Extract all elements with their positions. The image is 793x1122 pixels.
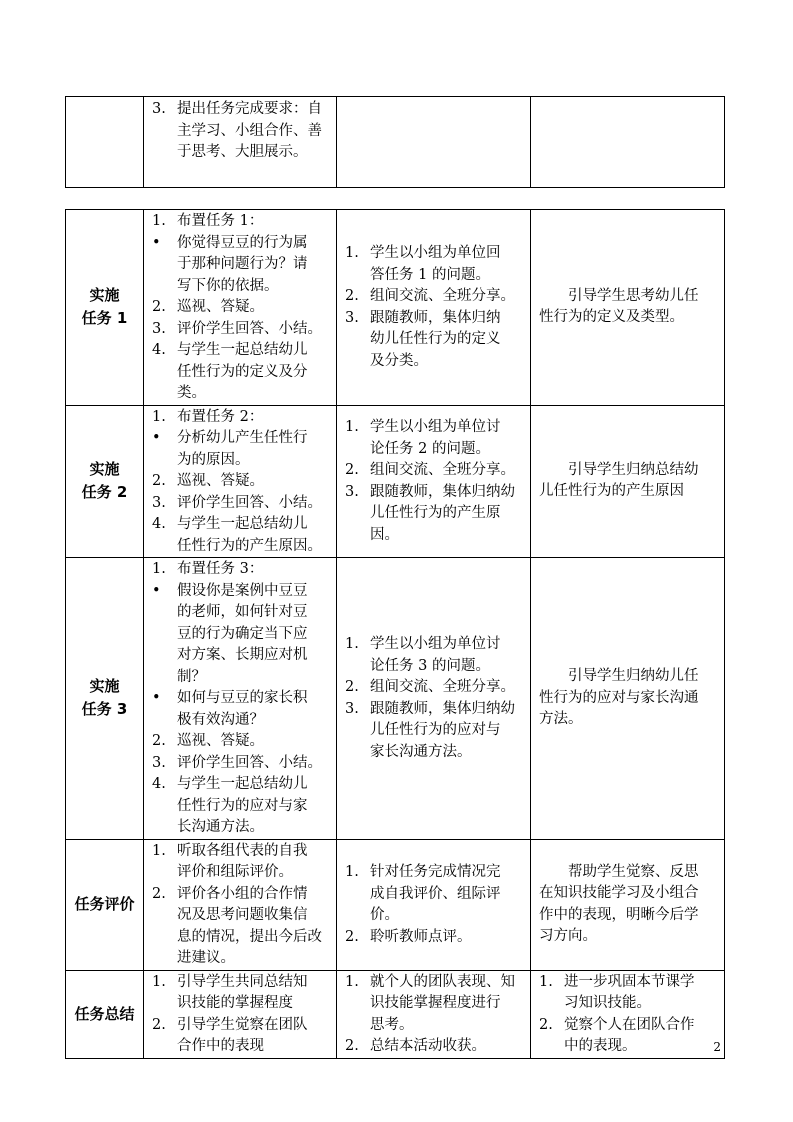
top-teacher-cell <box>144 97 337 188</box>
student-activity-list <box>345 417 526 546</box>
list-item <box>152 319 332 341</box>
teacher-activity-cell <box>144 839 337 970</box>
item-text: 跟随教师，集体归纳幼 儿任性行为的应对与 家长沟通方法。 <box>370 700 515 760</box>
list-item <box>152 731 332 753</box>
list-item <box>345 699 526 764</box>
list-item <box>345 634 526 677</box>
item-number: 1. <box>152 408 166 425</box>
page-number: 2 <box>713 1040 721 1054</box>
top-teacher-list <box>152 99 332 164</box>
item-text: 布置任务 1： <box>177 213 264 229</box>
item-text: 就个人的团队表现、知 识技能掌握程度进行 思考。 <box>370 973 515 1033</box>
list-item <box>152 688 332 731</box>
row-label: 任务评价 <box>66 839 144 970</box>
list-item <box>152 753 332 775</box>
item-number: • <box>152 430 161 446</box>
design-intent-cell <box>531 839 725 970</box>
design-intent-list <box>539 972 720 1058</box>
design-intent-text: 帮助学生觉察、反思 在知识技能学习及小组合 作中的表现，明晰今后学 习方向。 <box>539 863 699 944</box>
teacher-activity-cell <box>144 970 337 1058</box>
list-item <box>152 774 332 839</box>
row-label: 任务总结 <box>66 970 144 1058</box>
item-number: 3. <box>152 754 166 771</box>
list-item <box>345 243 526 286</box>
item-number: 1. <box>345 973 359 990</box>
item-number: 2. <box>345 679 359 696</box>
list-item <box>539 1015 720 1058</box>
item-number: 3. <box>345 309 359 326</box>
list-item <box>152 340 332 405</box>
item-text: 巡视、答疑。 <box>177 733 264 749</box>
list-item <box>152 581 332 689</box>
item-text: 提出任务完成要求：自 主学习、小组合作、善 于思考、大胆展示。 <box>177 101 322 160</box>
list-item <box>152 841 332 884</box>
list-item <box>345 308 526 373</box>
item-number: 3. <box>152 101 166 117</box>
table-row <box>66 839 725 970</box>
item-number: 3. <box>152 494 166 511</box>
list-item <box>345 1036 526 1058</box>
item-number: 4. <box>152 342 166 358</box>
item-text: 评价学生回答、小结。 <box>177 494 322 511</box>
item-text: 布置任务 2： <box>177 408 264 425</box>
table-row <box>66 970 725 1058</box>
item-number: 3. <box>152 320 166 337</box>
teacher-activity-list <box>152 211 332 405</box>
item-text: 与学生一起总结幼儿 任性行为的产生原因。 <box>177 516 322 554</box>
item-text: 与学生一起总结幼儿 任性行为的定义及分 类。 <box>177 342 308 401</box>
item-number: 1. <box>345 636 359 653</box>
teacher-activity-cell <box>144 210 337 406</box>
design-intent-text: 引导学生归纳幼儿任 性行为的应对与家长沟通 方法。 <box>539 668 699 727</box>
item-text: 评价各小组的合作情 况及思考问题收集信 息的情况，提出今后改 进建议。 <box>177 885 322 966</box>
student-activity-list <box>345 243 526 372</box>
student-activity-list <box>345 634 526 763</box>
item-number: 1. <box>539 973 553 990</box>
item-number: 2. <box>152 733 166 749</box>
item-number: 3. <box>345 700 359 717</box>
item-number: 2. <box>345 462 359 479</box>
list-item <box>152 407 332 429</box>
list-item <box>345 460 526 482</box>
table-row <box>66 210 725 406</box>
list-item <box>152 211 332 233</box>
row-label: 实施 任务 3 <box>66 558 144 840</box>
item-text: 听取各组代表的自我 评价和组际评价。 <box>177 842 308 880</box>
design-intent-cell <box>531 405 725 558</box>
student-activity-cell <box>337 970 531 1058</box>
item-number: 2. <box>152 885 166 902</box>
item-number: • <box>152 690 161 706</box>
item-number: 1. <box>345 419 359 436</box>
item-text: 组间交流、全班分享。 <box>370 288 515 305</box>
teacher-activity-cell <box>144 558 337 840</box>
item-number: 1. <box>345 864 359 880</box>
item-number: 2. <box>345 1038 359 1054</box>
list-item <box>345 417 526 460</box>
item-text: 假设你是案例中豆豆 的老师，如何针对豆 豆的行为确定当下应 对方案、长期应对机 制？ <box>177 582 308 685</box>
item-number: 2. <box>152 1016 166 1033</box>
teacher-activity-cell <box>144 405 337 558</box>
list-item <box>152 493 332 515</box>
list-item <box>152 428 332 471</box>
list-item <box>152 471 332 493</box>
item-number: 1. <box>152 973 166 990</box>
list-item <box>152 297 332 319</box>
list-item <box>345 862 526 927</box>
item-number: 2. <box>345 928 359 945</box>
list-item <box>345 677 526 699</box>
item-number: 4. <box>152 776 166 792</box>
design-intent-cell <box>531 210 725 406</box>
item-text: 评价学生回答、小结。 <box>177 320 322 337</box>
item-number: 1. <box>152 842 166 859</box>
list-item <box>152 514 332 557</box>
student-activity-list <box>345 862 526 948</box>
item-text: 布置任务 3： <box>177 561 264 577</box>
item-text: 分析幼儿产生任性行 为的原因。 <box>177 430 308 468</box>
student-activity-list <box>345 972 526 1058</box>
top-design-cell <box>531 97 725 188</box>
item-number: 1. <box>345 245 359 262</box>
teacher-activity-list <box>152 972 332 1058</box>
table-row <box>66 405 725 558</box>
item-number: 3. <box>345 483 359 500</box>
row-label: 实施 任务 1 <box>66 210 144 406</box>
item-text: 你觉得豆豆的行为属 于那种问题行为？请 写下你的依据。 <box>177 234 308 294</box>
item-text: 学生以小组为单位讨 论任务 3 的问题。 <box>370 636 501 674</box>
student-activity-cell <box>337 210 531 406</box>
item-number: 4. <box>152 516 166 532</box>
item-number: • <box>152 582 161 599</box>
item-text: 引导学生觉察在团队 合作中的表现 <box>177 1016 308 1054</box>
design-intent-cell <box>531 970 725 1058</box>
list-item <box>152 1015 332 1058</box>
list-item <box>539 972 720 1015</box>
item-text: 聆听教师点评。 <box>370 928 472 945</box>
student-activity-cell <box>337 839 531 970</box>
item-text: 跟随教师，集体归纳幼 儿任性行为的产生原 因。 <box>370 483 515 543</box>
item-text: 总结本活动收获。 <box>370 1038 486 1054</box>
item-text: 针对任务完成情况完 成自我评价、组际评 价。 <box>370 864 501 923</box>
item-text: 组间交流、全班分享。 <box>370 679 515 696</box>
list-item <box>152 233 332 298</box>
list-item <box>152 99 332 164</box>
item-number: 1. <box>152 213 166 229</box>
item-text: 引导学生共同总结知 识技能的掌握程度 <box>177 973 308 1011</box>
item-text: 巡视、答疑。 <box>177 299 264 315</box>
student-activity-cell <box>337 558 531 840</box>
list-item <box>345 972 526 1037</box>
item-text: 巡视、答疑。 <box>177 473 264 489</box>
design-intent-text: 引导学生归纳总结幼 儿任性行为的产生原因 <box>539 461 699 500</box>
list-item <box>152 559 332 581</box>
item-text: 进一步巩固本节课学 习知识技能。 <box>564 973 695 1011</box>
table-row <box>66 558 725 840</box>
design-intent-cell <box>531 558 725 840</box>
lesson-table <box>65 209 725 1059</box>
teacher-activity-list <box>152 559 332 839</box>
item-number: 1. <box>152 561 166 577</box>
design-intent-text: 引导学生思考幼儿任 性行为的定义及类型。 <box>539 287 699 326</box>
item-text: 如何与豆豆的家长积 极有效沟通？ <box>177 690 308 728</box>
student-activity-cell <box>337 405 531 558</box>
list-item <box>345 927 526 949</box>
item-text: 评价学生回答、小结。 <box>177 754 322 771</box>
list-item <box>152 972 332 1015</box>
top-table <box>65 96 725 188</box>
teacher-activity-list <box>152 841 332 970</box>
list-item <box>345 482 526 547</box>
item-number: • <box>152 234 161 251</box>
item-number: 2. <box>539 1016 553 1033</box>
item-text: 跟随教师，集体归纳 幼儿任性行为的定义 及分类。 <box>370 309 501 369</box>
item-text: 组间交流、全班分享。 <box>370 462 515 479</box>
list-item <box>152 884 332 970</box>
top-label-cell <box>66 97 144 188</box>
teacher-activity-list <box>152 407 332 558</box>
item-text: 学生以小组为单位讨 论任务 2 的问题。 <box>370 419 501 457</box>
item-number: 2. <box>345 288 359 305</box>
item-number: 2. <box>152 299 166 315</box>
item-text: 学生以小组为单位回 答任务 1 的问题。 <box>370 245 501 283</box>
item-text: 与学生一起总结幼儿 任性行为的应对与家 长沟通方法。 <box>177 776 308 835</box>
top-student-cell <box>337 97 531 188</box>
row-label: 实施 任务 2 <box>66 405 144 558</box>
item-number: 2. <box>152 473 166 489</box>
item-text: 觉察个人在团队合作 中的表现。 <box>564 1016 695 1054</box>
list-item <box>345 286 526 308</box>
